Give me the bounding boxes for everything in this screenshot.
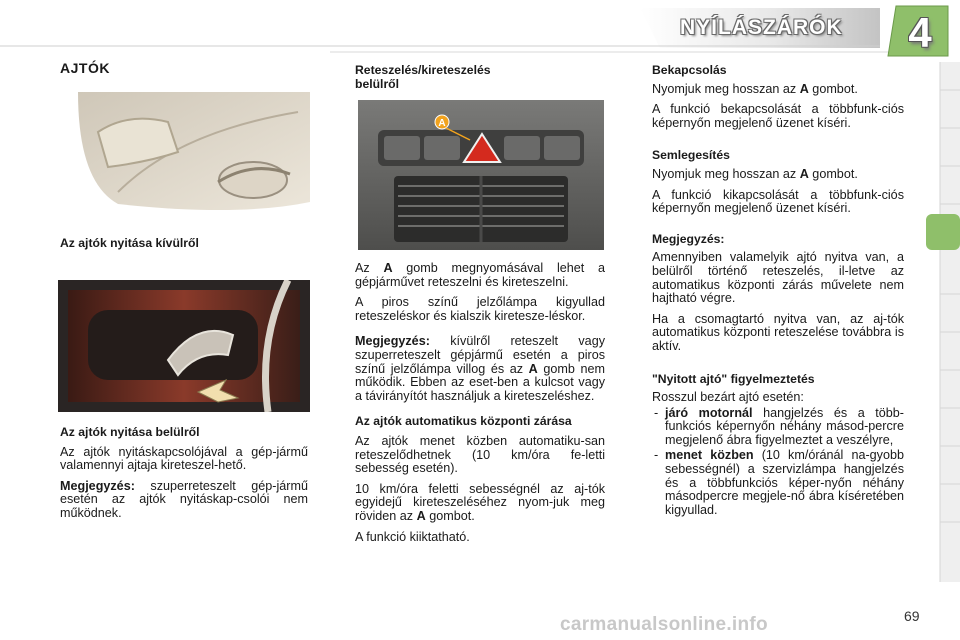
paragraph-auto-lock: Az ajtók menet közben automatiku-san reteszelődhetnek (10 km/óra fe-letti sebesség esetén). bbox=[355, 433, 605, 476]
heading-note: Megjegyzés: bbox=[652, 231, 725, 246]
chapter-number: 4 bbox=[908, 9, 932, 56]
note-col1 bbox=[60, 480, 308, 521]
page-number: 69 bbox=[904, 608, 920, 624]
caption-inside: Az ajtók nyitása belülről bbox=[60, 425, 200, 439]
marker-a-label: A bbox=[438, 118, 446, 129]
note-label: Megjegyzés: bbox=[355, 334, 430, 349]
chapter-tab-strip bbox=[926, 62, 960, 582]
heading-lock-unlock-inside: Reteszelés/kireteszelés belülről bbox=[355, 63, 491, 91]
chapter-title: NYÍLÁSZÁRÓK bbox=[680, 16, 843, 39]
note-label: Megjegyzés: bbox=[60, 478, 135, 493]
paragraph-boot-open: Ha a csomagtartó nyitva van, az aj-tók automatikus központi reteszelése továbbra is aktív. bbox=[652, 311, 904, 353]
watermark: carmanualsonline.info bbox=[560, 614, 768, 635]
key-a: A bbox=[416, 508, 426, 523]
note-col2: Megjegyzés: kívülről reteszelt vagy szuperreteszelt gépjármű esetén a piros színű jelzőlámpa villog és az A gomb nem működik. Ebben az eset-ben a kulcsot vagy a távirányítót használjuk a kireteszeléshez. bbox=[355, 334, 605, 403]
paragraph-a-button: Az A gomb megnyomásával lehet a gépjárművet reteszelni és kireteszelni. bbox=[355, 261, 605, 289]
list-item: - járó motornál hangjelzés és a több-funkciós képernyőn néhány másod-percre megjelenő ábra figyelmeztet a veszélyre, bbox=[652, 407, 904, 448]
paragraph-deactivate: A funkció kiiktatható. bbox=[355, 529, 470, 544]
paragraph-door-open: Amennyiben valamelyik ajtó nyitva van, a belülről történő reteszelés, il-letve az automatikus központi zárás művelete nem hajtható végre. bbox=[652, 250, 904, 306]
paragraph-bad-closed: Rosszul bezárt ajtó esetén: bbox=[652, 390, 804, 405]
paragraph-activation-press: Nyomjuk meg hosszan az A gombot. bbox=[652, 81, 858, 96]
heading-auto-central-locking: Az ajtók automatikus központi zárása bbox=[355, 414, 572, 429]
central-console-illustration bbox=[358, 100, 604, 250]
key-a: A bbox=[528, 361, 538, 376]
note-text: szuperreteszelt gép-jármű esetén az ajtók nyitáskap-csolói nem működnek. bbox=[60, 478, 308, 520]
exterior-door-handle-illustration bbox=[58, 92, 310, 222]
section-title: AJTÓK bbox=[60, 60, 110, 76]
key-a: A bbox=[383, 261, 393, 275]
caption-outside: Az ajtók nyitása kívülről bbox=[60, 236, 199, 250]
paragraph-red-lamp: A piros színű jelzőlámpa kigyullad reteszeléskor és kialszik kiretesze-léskor. bbox=[355, 295, 605, 323]
heading-door-open-warning: "Nyitott ajtó" figyelmeztetés bbox=[652, 371, 815, 386]
paragraph-activation-message: A funkció bekapcsolását a többfunk-ciós képernyőn megjelenő üzenet kíséri. bbox=[652, 102, 904, 130]
heading-deactivation: Semlegesítés bbox=[652, 148, 730, 163]
list-item: - menet közben (10 km/óránál na-gyobb sebességnél) a szervizlámpa hangjelzés és a többfunkciós képer-nyőn néhány másodpercre megjele-nő ábra kíséretében kigyullad. bbox=[652, 449, 904, 517]
paragraph-deactivation-press: Nyomjuk meg hosszan az A gombot. bbox=[652, 166, 858, 181]
interior-door-handle-illustration bbox=[58, 280, 310, 412]
key-a: A bbox=[799, 166, 809, 181]
key-a: A bbox=[799, 81, 809, 96]
paragraph-unlock-at-speed: 10 km/óra feletti sebességnél az aj-tók egyidejű kireteszeléséhez nyom-juk meg röviden az A gombot. bbox=[355, 481, 605, 523]
heading-activation: Bekapcsolás bbox=[652, 63, 727, 77]
paragraph-inside-release: Az ajtók nyitáskapcsolójával a gép-jármű valamennyi ajtaja kireteszel-hető. bbox=[60, 444, 308, 473]
paragraph-deactivation-message: A funkció kikapcsolását a többfunk-ciós képernyőn megjelenő üzenet kíséri. bbox=[652, 187, 904, 216]
warning-list bbox=[652, 407, 904, 518]
